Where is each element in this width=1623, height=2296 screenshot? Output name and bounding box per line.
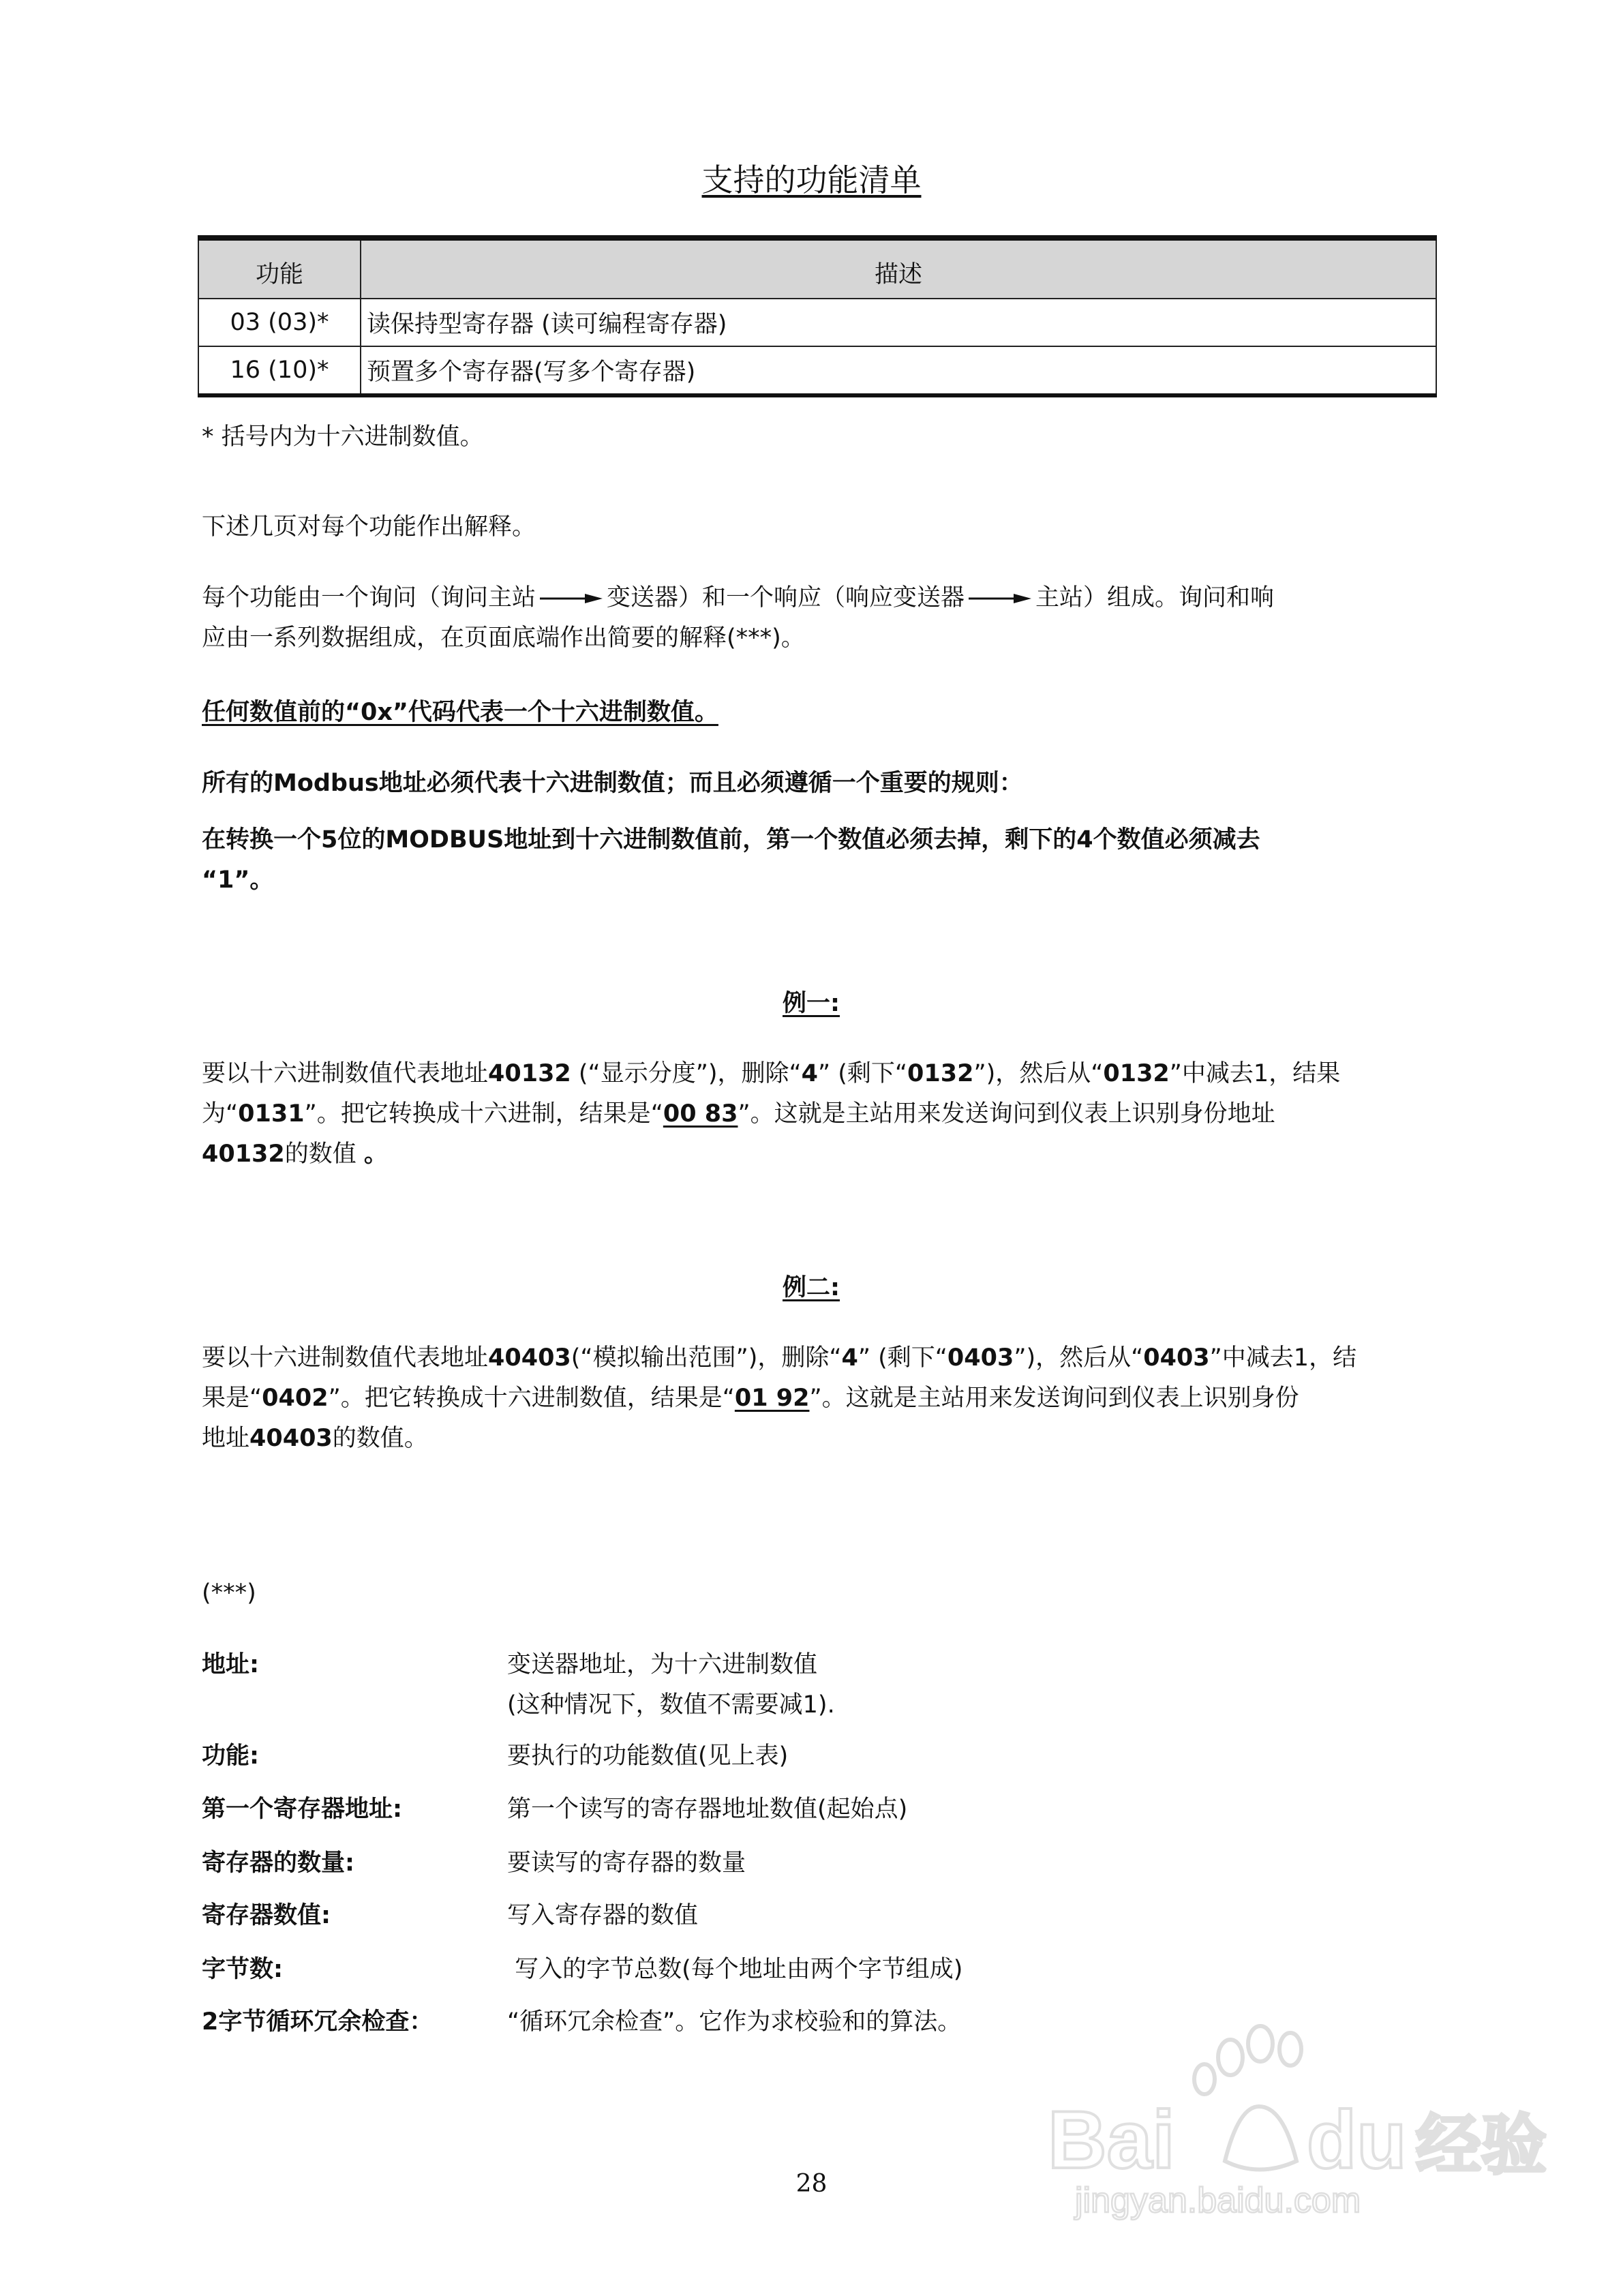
def-label-address: 地址: — [202, 1651, 259, 1678]
example-2-heading: 例二: — [783, 1274, 840, 1301]
footnote: * 括号内为十六进制数值。 — [202, 423, 484, 451]
hex-prefix-rule: 任何数值前的“0x”代码代表一个十六进制数值。 — [202, 699, 718, 726]
watermark-brand: Bai — [1048, 2094, 1175, 2186]
baidu-jingyan-watermark — [1034, 2004, 1552, 2222]
def-value-first-register: 第一个读写的寄存器地址数值(起始点) — [507, 1796, 908, 1823]
function-table — [198, 235, 1437, 397]
hex-result: 01 92 — [734, 1385, 810, 1412]
example-1-text: 要以十六进制数值代表地址40132 (“显示分度”)，删除“4” (剩下“0132”)，然后从“0132”中减去1，结果 为“0131”。把它转换成十六进制，结果是“00 83”。这就是主站用来发送询问到仪表上识别身份地址 40132的数值 。 — [202, 1060, 1341, 1168]
def-value-register-count: 要读写的寄存器的数量 — [507, 1849, 746, 1877]
arrow-right-icon — [969, 594, 1031, 603]
modbus-rule: 所有的Modbus地址必须代表十六进制数值；而且必须遵循一个重要的规则： — [202, 770, 1023, 797]
function-code: 16 (10)* — [198, 346, 361, 395]
header-description: 描述 — [361, 238, 1436, 299]
example-1-heading: 例一: — [783, 990, 840, 1017]
function-desc: 预置多个寄存器(写多个寄存器) — [361, 346, 1436, 395]
watermark-url: jingyan.baidu.com — [1075, 2181, 1361, 2220]
def-value-crc: “循环冗余检查”。它作为求校验和的算法。 — [507, 2008, 962, 2036]
watermark-brand-2: du — [1307, 2094, 1407, 2186]
table-header-row — [198, 238, 1436, 299]
page-number: 28 — [795, 2170, 828, 2198]
header-function: 功能 — [198, 238, 361, 299]
def-label-first-register: 第一个寄存器地址: — [202, 1796, 402, 1823]
def-label-register-count: 寄存器的数量: — [202, 1849, 354, 1877]
def-value-register-value: 写入寄存器的数值 — [507, 1902, 699, 1929]
example-2-text: 要以十六进制数值代表地址40403(“模拟输出范围”)，删除“4” (剩下“0403”)，然后从“0403”中减去1，结 果是“0402”。把它转换成十六进制数值，结果是“01 92”。这就是主站用来发送询问到仪表上识别身份 地址40403的数值。 — [202, 1344, 1357, 1452]
def-label-register-value: 寄存器数值: — [202, 1902, 331, 1929]
def-value-function: 要执行的功能数值(见上表) — [507, 1742, 789, 1770]
footnote-marker: (***) — [202, 1580, 256, 1607]
page-title: 支持的功能清单 — [701, 162, 922, 198]
def-label-crc: 2字节循环冗余检查： — [202, 2008, 434, 2036]
function-code: 03 (03)* — [198, 299, 361, 346]
convert-rule: 在转换一个5位的MODBUS地址到十六进制数值前，第一个数值必须去掉，剩下的4个数值必须减去 “1”。 — [202, 826, 1260, 894]
def-value-byte-count: 写入的字节总数(每个地址由两个字节组成) — [507, 1956, 963, 1983]
intro-text: 下述几页对每个功能作出解释。 — [202, 513, 536, 541]
table-row — [198, 346, 1436, 395]
def-label-byte-count: 字节数: — [202, 1956, 283, 1983]
watermark-jingyan: 经验 — [1416, 2109, 1547, 2182]
query-response-paragraph: 每个功能由一个询问（询问主站 变送器）和一个响应（响应变送器 主站）组成。询问和响 应由一系列数据组成，在页面底端作出简要的解释(***)。 — [202, 584, 1275, 652]
def-label-function: 功能: — [202, 1742, 259, 1770]
function-desc: 读保持型寄存器 (读可编程寄存器) — [361, 299, 1436, 346]
hex-result: 00 83 — [663, 1100, 738, 1128]
arrow-right-icon — [540, 594, 603, 603]
def-value-address: 变送器地址，为十六进制数值 (这种情况下，数值不需要减1). — [507, 1651, 835, 1719]
table-row — [198, 299, 1436, 346]
